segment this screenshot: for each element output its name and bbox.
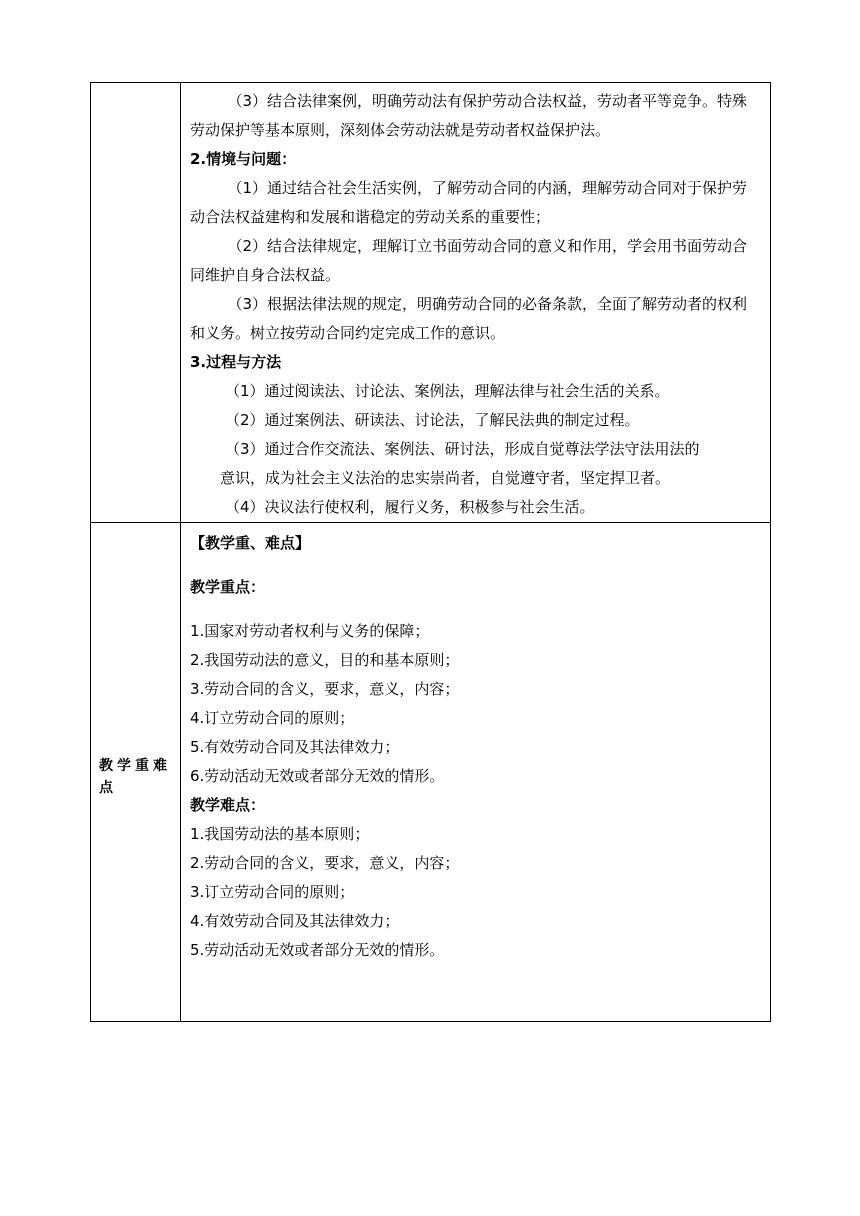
key-points-label-cell (91, 523, 181, 1022)
row-label-key-points: 教学重难点 (99, 758, 171, 796)
objective-2-2: （2）结合法律规定，理解订立书面劳动合同的意义和作用，学会用书面劳动合同维护自身合法权益。 (190, 237, 748, 284)
focus-heading: 教学重点： (190, 578, 266, 596)
key-points-row (91, 523, 771, 1022)
objective-3-item-3a: （3）通过合作交流法、案例法、研讨法，形成自觉尊法学法守法用法的 (225, 440, 700, 458)
objectives-row (91, 83, 771, 523)
focus-item: 4.订立劳动合同的原则； (190, 709, 355, 727)
difficulty-item: 1.我国劳动法的基本原则； (190, 825, 370, 843)
difficulty-list (190, 820, 762, 965)
objective-2-3: （3）根据法律法规的规定，明确劳动合同的必备条款，全面了解劳动者的权利和义务。树立按劳动合同约定完成工作的意识。 (190, 295, 748, 342)
difficulty-item: 5.劳动活动无效或者部分无效的情形。 (190, 941, 445, 959)
objective-3-1: （3）结合法律案例，明确劳动法有保护劳动合法权益，劳动者平等竞争。特殊劳动保护等基本原则，深刻体会劳动法就是劳动者权益保护法。 (190, 92, 748, 139)
focus-item: 3.劳动合同的含义，要求，意义，内容； (190, 680, 460, 698)
objectives-label-cell (91, 83, 181, 523)
heading-situation-problem: 2.情境与问题： (190, 150, 297, 168)
focus-list (190, 617, 762, 791)
focus-item: 6.劳动活动无效或者部分无效的情形。 (190, 767, 445, 785)
objective-2-1: （1）通过结合社会生活实例，了解劳动合同的内涵，理解劳动合同对于保护劳动合法权益建构和发展和谐稳定的劳动关系的重要性； (190, 179, 748, 226)
difficulty-heading: 教学难点： (190, 796, 266, 814)
section-title: 【教学重、难点】 (190, 534, 311, 552)
focus-item: 5.有效劳动合同及其法律效力； (190, 738, 400, 756)
heading-process-method: 3.过程与方法 (190, 353, 282, 371)
lesson-plan-table (90, 82, 771, 1022)
difficulty-item: 4.有效劳动合同及其法律效力； (190, 912, 400, 930)
difficulty-item: 3.订立劳动合同的原则； (190, 883, 355, 901)
objectives-content-cell (181, 83, 771, 523)
objective-3-item-1: （1）通过阅读法、讨论法、案例法，理解法律与社会生活的关系。 (225, 382, 670, 400)
focus-item: 1.国家对劳动者权利与义务的保障； (190, 622, 430, 640)
objective-3-item-4: （4）决议法行使权利，履行义务，积极参与社会生活。 (225, 498, 595, 516)
difficulty-item: 2.劳动合同的含义，要求，意义，内容； (190, 854, 460, 872)
key-points-content-cell (181, 523, 771, 1022)
focus-item: 2.我国劳动法的意义，目的和基本原则； (190, 651, 460, 669)
objective-3-item-2: （2）通过案例法、研读法、讨论法，了解民法典的制定过程。 (225, 411, 640, 429)
objective-3-item-3b: 意识，成为社会主义法治的忠实崇尚者，自觉遵守者，坚定捍卫者。 (220, 469, 671, 487)
